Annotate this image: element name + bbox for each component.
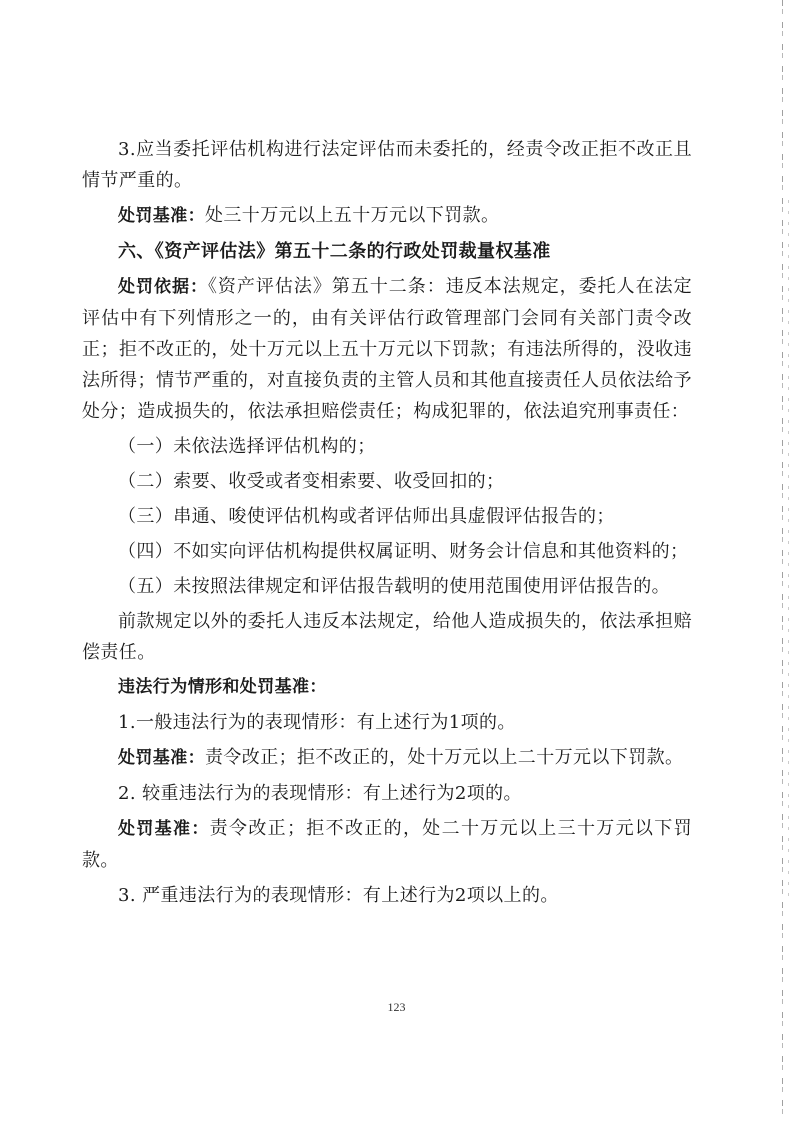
page-number: 123 xyxy=(387,1000,406,1014)
scan-edge-line-secondary xyxy=(788,200,789,900)
document-body xyxy=(82,134,692,915)
list-item-4: （四）不如实向评估机构提供权属证明、财务会计信息和其他资料的； xyxy=(118,541,689,562)
serious-penalty-text: 责令改正；拒不改正的，处二十万元以上三十万元以下罚款。 xyxy=(82,818,692,871)
section-heading: 六、《资产评估法》第五十二条的行政处罚裁量权基准 xyxy=(118,241,551,262)
violation-situation-heading: 违法行为情形和处罚基准： xyxy=(118,677,327,697)
liability-paragraph: 前款规定以外的委托人违反本法规定，给他人造成损失的，依法承担赔偿责任。 xyxy=(82,611,692,663)
general-violation-paragraph: 1.一般违法行为的表现情形：有上述行为1项的。 xyxy=(118,712,516,733)
serious-penalty-label: 处罚基准： xyxy=(118,819,210,839)
scan-edge-line xyxy=(782,0,783,1122)
paragraph-item-3: 3.应当委托评估机构进行法定评估而未委托的，经责令改正拒不改正且情节严重的。 xyxy=(82,139,692,191)
serious-violation-paragraph: 2. 较重违法行为的表现情形：有上述行为2项的。 xyxy=(118,783,522,804)
list-item-5: （五）未按照法律规定和评估报告载明的使用范围使用评估报告的。 xyxy=(118,576,670,597)
penalty-basis-text: 《资产评估法》第五十二条：违反本法规定，委托人在法定评估中有下列情形之一的，由有关评估行政管理部门会同有关部门责令改正；拒不改正的，处十万元以上五十万元以下罚款；有违法所得的，没收违法所得；情节严重的，对直接负责的主管人员和其他直接责任人员依法给予处分；造成损失的，依法承担赔偿责任；构成犯罪的，依法追究刑事责任： xyxy=(82,276,692,422)
penalty-basis-paragraph xyxy=(82,271,692,427)
penalty-standard-text: 处三十万元以上五十万元以下罚款。 xyxy=(205,205,500,226)
list-item-3: （三）串通、唆使评估机构或者评估师出具虚假评估报告的； xyxy=(118,506,615,527)
serious-penalty-paragraph xyxy=(82,813,692,876)
general-penalty-label: 处罚基准： xyxy=(118,748,205,768)
list-item-2: （二）索要、收受或者变相索要、收受回扣的； xyxy=(118,471,505,492)
general-penalty-text: 责令改正；拒不改正的，处十万元以上二十万元以下罚款。 xyxy=(205,747,684,768)
penalty-standard-label: 处罚基准： xyxy=(118,206,205,226)
penalty-basis-label: 处罚依据： xyxy=(118,277,208,297)
general-penalty-paragraph xyxy=(82,742,692,774)
severe-violation-paragraph: 3. 严重违法行为的表现情形：有上述行为2项以上的。 xyxy=(118,885,559,906)
penalty-standard-paragraph xyxy=(82,200,692,232)
list-item-1: （一）未依法选择评估机构的； xyxy=(118,436,376,457)
